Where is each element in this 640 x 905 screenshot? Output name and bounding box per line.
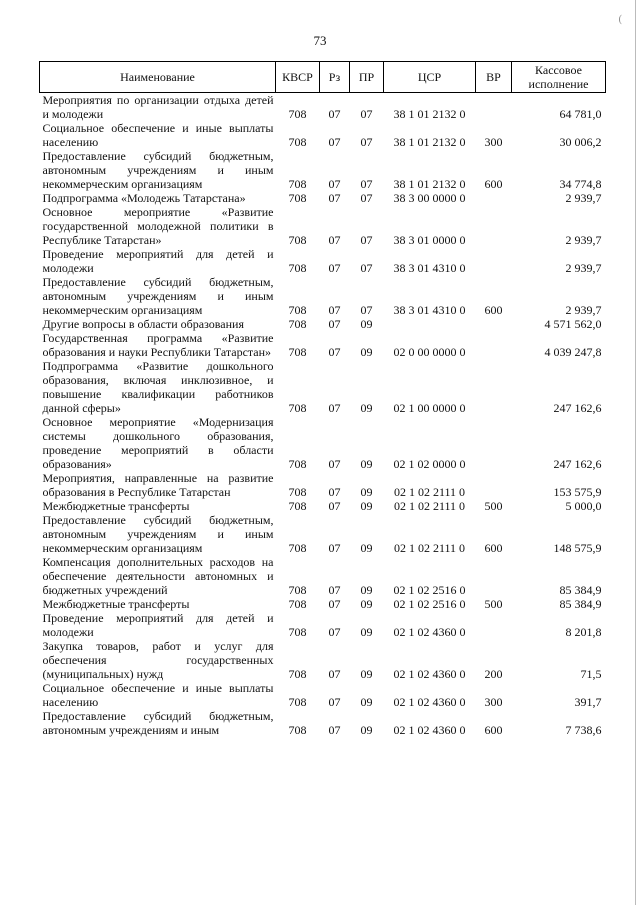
- cell-vr: 500: [484, 597, 503, 611]
- table-row: [40, 555, 606, 597]
- table-row: [40, 93, 606, 122]
- cell-rz: 07: [328, 135, 341, 149]
- cell-vr: [476, 331, 512, 359]
- table-row: [40, 205, 606, 247]
- cell-kvsr: 708: [288, 261, 307, 275]
- cell-rz: 07: [328, 317, 341, 331]
- cell-pr: 09: [360, 457, 373, 471]
- cell-vr: 600: [484, 723, 503, 737]
- cell-name: Предоставление субсидий бюджетным, автономным учреждениям и иным некоммерческим организациям: [42, 149, 274, 191]
- cell-pr: 09: [360, 625, 373, 639]
- cell-pr: 07: [360, 135, 373, 149]
- cell-name: Государственная программа «Развитие образования и науки Республики Татарстан»: [42, 331, 274, 359]
- cell-rz: 07: [328, 541, 341, 555]
- cell-rz: 07: [328, 499, 341, 513]
- cell-name: Межбюджетные трансферты: [42, 597, 190, 611]
- cell-pr: 09: [360, 695, 373, 709]
- cell-rz: 07: [328, 723, 341, 737]
- table-header-row: [40, 62, 606, 93]
- cell-name: Подпрограмма «Молодежь Татарстана»: [42, 191, 246, 205]
- table-row: [40, 331, 606, 359]
- cell-name: Проведение мероприятий для детей и молодежи: [42, 611, 274, 639]
- cell-csr: 02 0 00 0000 0: [393, 345, 466, 359]
- cell-vr: 600: [484, 303, 503, 317]
- cell-kvsr: 708: [288, 723, 307, 737]
- cell-name: Межбюджетные трансферты: [42, 499, 190, 513]
- cell-amount: 85 384,9: [559, 583, 602, 597]
- cell-kvsr: 708: [288, 541, 307, 555]
- cell-kvsr: 708: [288, 499, 307, 513]
- table-row: [40, 191, 606, 205]
- cell-csr: 02 1 00 0000 0: [393, 401, 466, 415]
- cell-amount: 71,5: [580, 667, 602, 681]
- cell-csr: 02 1 02 2516 0: [393, 583, 466, 597]
- cell-kvsr: 708: [288, 695, 307, 709]
- cell-kvsr: 708: [288, 233, 307, 247]
- page-edge-line: [635, 0, 636, 905]
- cell-pr: 09: [360, 583, 373, 597]
- cell-kvsr: 708: [288, 485, 307, 499]
- column-header-name: Наименование: [40, 62, 276, 93]
- cell-csr: 38 1 01 2132 0: [393, 135, 466, 149]
- cell-kvsr: 708: [288, 345, 307, 359]
- cell-amount: 85 384,9: [559, 597, 602, 611]
- cell-amount: 64 781,0: [559, 107, 602, 121]
- cell-csr: 02 1 02 4360 0: [393, 723, 466, 737]
- cell-pr: 07: [360, 233, 373, 247]
- cell-rz: 07: [328, 345, 341, 359]
- cell-amount: 2 939,7: [565, 261, 602, 275]
- table-row: [40, 121, 606, 149]
- cell-csr: 02 1 02 4360 0: [393, 667, 466, 681]
- cell-rz: 07: [328, 191, 341, 205]
- cell-csr: 02 1 02 4360 0: [393, 625, 466, 639]
- table-row: [40, 709, 606, 737]
- table-body: [40, 93, 606, 738]
- cell-amount: 8 201,8: [565, 625, 602, 639]
- cell-pr: 09: [360, 345, 373, 359]
- cell-rz: 07: [328, 625, 341, 639]
- cell-name: Основное мероприятие «Модернизация системы дошкольного образования, проведение мероприятий в области образования»: [42, 415, 274, 471]
- cell-pr: 09: [360, 597, 373, 611]
- table-row: [40, 247, 606, 275]
- cell-vr: [476, 415, 512, 471]
- cell-name: Подпрограмма «Развитие дошкольного образования, включая инклюзивное, и повышение квалификации работников данной сферы»: [42, 359, 274, 415]
- cell-csr: 02 1 02 2111 0: [393, 485, 466, 499]
- cell-amount: 30 006,2: [559, 135, 602, 149]
- cell-kvsr: 708: [288, 303, 307, 317]
- cell-pr: 09: [360, 541, 373, 555]
- cell-amount: 2 939,7: [565, 191, 602, 205]
- table-row: [40, 681, 606, 709]
- cell-rz: 07: [328, 457, 341, 471]
- cell-amount: 153 575,9: [553, 485, 602, 499]
- cell-pr: 09: [360, 667, 373, 681]
- table-row: [40, 471, 606, 499]
- cell-csr: 02 1 02 2111 0: [393, 499, 466, 513]
- cell-name: Социальное обеспечение и иные выплаты населению: [42, 121, 274, 149]
- cell-rz: 07: [328, 583, 341, 597]
- cell-amount: 2 939,7: [565, 233, 602, 247]
- cell-pr: 09: [360, 499, 373, 513]
- column-header-vr: ВР: [476, 62, 512, 93]
- cell-name: Другие вопросы в области образования: [42, 317, 244, 331]
- cell-rz: 07: [328, 597, 341, 611]
- cell-kvsr: 708: [288, 667, 307, 681]
- cell-pr: 09: [360, 723, 373, 737]
- cell-rz: 07: [328, 303, 341, 317]
- cell-csr: 38 3 00 0000 0: [393, 191, 466, 205]
- cell-pr: 09: [360, 317, 373, 331]
- cell-vr: [476, 317, 512, 331]
- cell-kvsr: 708: [288, 583, 307, 597]
- cell-pr: 09: [360, 485, 373, 499]
- cell-rz: 07: [328, 695, 341, 709]
- cell-name: Предоставление субсидий бюджетным, автономным учреждениям и иным: [42, 709, 274, 737]
- cell-amount: 247 162,6: [553, 457, 602, 471]
- cell-rz: 07: [328, 401, 341, 415]
- column-header-rz: Рз: [320, 62, 350, 93]
- table-row: [40, 149, 606, 191]
- cell-vr: [476, 611, 512, 639]
- table-row: [40, 611, 606, 639]
- cell-kvsr: 708: [288, 135, 307, 149]
- cell-name: Проведение мероприятий для детей и молодежи: [42, 247, 274, 275]
- cell-kvsr: 708: [288, 191, 307, 205]
- cell-vr: [476, 555, 512, 597]
- cell-amount: 34 774,8: [559, 177, 602, 191]
- table-row: [40, 639, 606, 681]
- cell-pr: 07: [360, 191, 373, 205]
- cell-pr: 07: [360, 107, 373, 121]
- cell-pr: 07: [360, 303, 373, 317]
- cell-name: Основное мероприятие «Развитие государственной молодежной политики в Республике Татарстан»: [42, 205, 274, 247]
- cell-kvsr: 708: [288, 401, 307, 415]
- cell-name: Закупка товаров, работ и услуг для обеспечения государственных (муниципальных) нужд: [42, 639, 274, 681]
- cell-vr: 500: [484, 499, 503, 513]
- cell-vr: 300: [484, 695, 503, 709]
- cell-vr: [476, 247, 512, 275]
- cell-kvsr: 708: [288, 457, 307, 471]
- cell-kvsr: 708: [288, 625, 307, 639]
- cell-amount: 4 039 247,8: [544, 345, 602, 359]
- cell-amount: 4 571 562,0: [544, 317, 602, 331]
- cell-pr: 07: [360, 261, 373, 275]
- cell-rz: 07: [328, 107, 341, 121]
- cell-vr: [476, 191, 512, 205]
- cell-kvsr: 708: [288, 317, 307, 331]
- column-header-amount: Кассовое исполнение: [512, 62, 606, 93]
- cell-pr: 09: [360, 401, 373, 415]
- table-row: [40, 597, 606, 611]
- page-number: 73: [313, 33, 327, 48]
- cell-rz: 07: [328, 177, 341, 191]
- column-header-csr: ЦСР: [384, 62, 476, 93]
- column-header-kvsr: КВСР: [276, 62, 320, 93]
- cell-amount: 7 738,6: [565, 723, 602, 737]
- cell-name: Предоставление субсидий бюджетным, автономным учреждениям и иным некоммерческим организациям: [42, 275, 274, 317]
- cell-vr: [476, 359, 512, 415]
- cell-csr: 02 1 02 2516 0: [393, 597, 466, 611]
- cell-name: Компенсация дополнительных расходов на обеспечение деятельности автономных и бюджетных учреждений: [42, 555, 274, 597]
- cell-vr: 600: [484, 177, 503, 191]
- cell-rz: 07: [328, 261, 341, 275]
- cell-csr: [384, 317, 476, 331]
- table-row: [40, 499, 606, 513]
- cell-vr: [476, 471, 512, 499]
- cell-vr: [476, 205, 512, 247]
- table-row: [40, 513, 606, 555]
- page-corner-mark: (: [618, 14, 622, 25]
- cell-amount: 148 575,9: [553, 541, 602, 555]
- cell-pr: 07: [360, 177, 373, 191]
- table-row: [40, 359, 606, 415]
- cell-csr: 02 1 02 4360 0: [393, 695, 466, 709]
- cell-csr: 02 1 02 2111 0: [393, 541, 466, 555]
- cell-vr: 200: [484, 667, 503, 681]
- cell-csr: 38 3 01 4310 0: [393, 303, 466, 317]
- cell-csr: 38 1 01 2132 0: [393, 177, 466, 191]
- cell-vr: 300: [484, 135, 503, 149]
- cell-amount: 5 000,0: [565, 499, 602, 513]
- cell-csr: 38 3 01 4310 0: [393, 261, 466, 275]
- cell-name: Мероприятия по организации отдыха детей и молодежи: [42, 93, 274, 121]
- cell-amount: 391,7: [574, 695, 602, 709]
- cell-csr: 38 1 01 2132 0: [393, 107, 466, 121]
- cell-vr: 600: [484, 541, 503, 555]
- cell-amount: 247 162,6: [553, 401, 602, 415]
- cell-kvsr: 708: [288, 177, 307, 191]
- cell-csr: 02 1 02 0000 0: [393, 457, 466, 471]
- cell-rz: 07: [328, 485, 341, 499]
- table-row: [40, 415, 606, 471]
- column-header-pr: ПР: [350, 62, 384, 93]
- cell-vr: [476, 93, 512, 122]
- cell-rz: 07: [328, 667, 341, 681]
- table-row: [40, 275, 606, 317]
- budget-table: [39, 61, 606, 737]
- cell-name: Социальное обеспечение и иные выплаты населению: [42, 681, 274, 709]
- cell-kvsr: 708: [288, 107, 307, 121]
- table-row: [40, 317, 606, 331]
- cell-csr: 38 3 01 0000 0: [393, 233, 466, 247]
- cell-name: Предоставление субсидий бюджетным, автономным учреждениям и иным некоммерческим организациям: [42, 513, 274, 555]
- cell-amount: 2 939,7: [565, 303, 602, 317]
- cell-rz: 07: [328, 233, 341, 247]
- cell-name: Мероприятия, направленные на развитие образования в Республике Татарстан: [42, 471, 274, 499]
- cell-kvsr: 708: [288, 597, 307, 611]
